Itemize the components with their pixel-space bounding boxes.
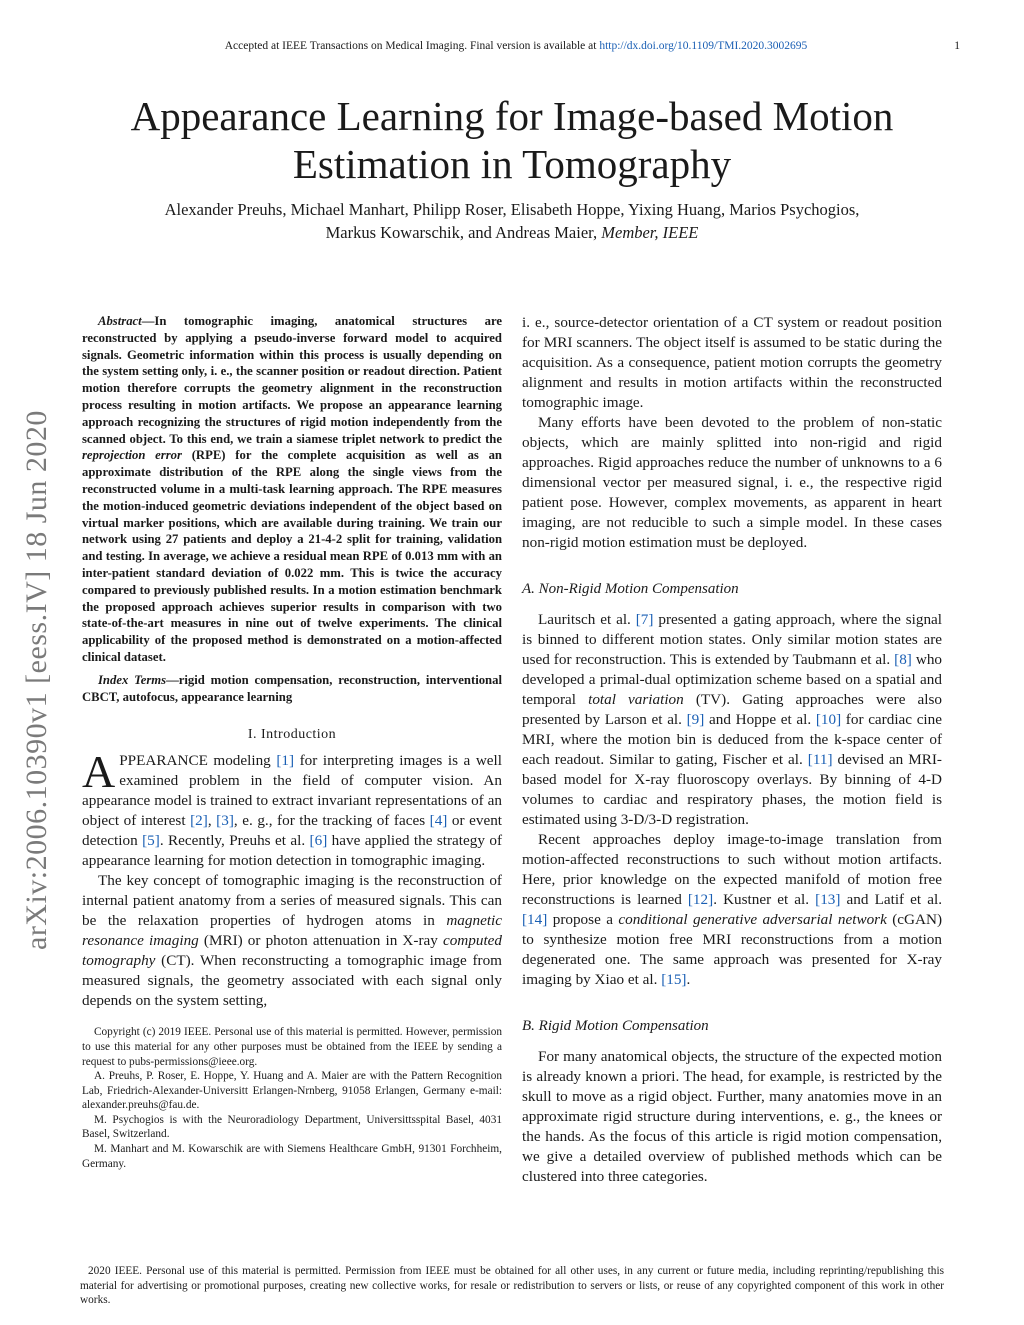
footnote-affiliation-1: A. Preuhs, P. Roser, E. Hoppe, Y. Huang and A. Maier are with the Pattern Recognition Lab, Friedrich-Alexander-Universitt Erlangen-Nrnberg, 91058 Erlangen, Germany e-mail: alexander.preuhs@fau.de. — [82, 1070, 502, 1112]
authors-line-1: Alexander Preuhs, Michael Manhart, Philipp Roser, Elisabeth Hoppe, Yixing Huang, Marios Psychogios, — [164, 200, 860, 219]
footnotes — [82, 1025, 502, 1171]
authors-membership: Member, IEEE — [601, 223, 699, 242]
header-prefix: Accepted at IEEE Transactions on Medical Imaging. Final version is available at — [224, 40, 600, 52]
abstract-text-1: —In tomographic imaging, anatomical structures are reconstructed by applying a pseudo-inverse forward model to acquired signals. Geometric information within this process is usually depending on the system setting only, i. e., the scanner position or readout direction. Patient motion therefore corrupts the geometry alignment in the reconstruction process resulting in motion artifacts. We propose an appearance learning approach recognizing the structures of rigid motion independently from the scanned object. To this end, we train a siamese triplet network to predict the — [82, 314, 502, 446]
citation-link[interactable]: [7] — [635, 611, 654, 628]
footnote-affiliation-3: M. Manhart and M. Kowarschik are with Siemens Healthcare GmbH, 91301 Forchheim, Germany. — [82, 1143, 502, 1170]
citation-link[interactable]: [11] — [807, 751, 833, 768]
right-paragraph-1: i. e., source-detector orientation of a CT system or readout position for MRI scanners. The object itself is assumed to be static during the acquisition. As a consequence, patient motion corrupts the geometry alignment and results in motion artifacts within the reconstructed tomographic image. — [522, 314, 942, 411]
citation-link[interactable]: [4] — [429, 812, 448, 830]
footnote-affiliation-2: M. Psychogios is with the Neuroradiology Department, Universittsspital Basel, 4031 Basel, Switzerland. — [82, 1113, 502, 1141]
paper-title — [60, 92, 964, 188]
citation-link[interactable]: [6] — [309, 832, 328, 850]
footnote-copyright: Copyright (c) 2019 IEEE. Personal use of this material is permitted. However, permission to use this material for any other purposes must be obtained from the IEEE by sending a request to pubs-permissions@ieee.org. — [82, 1026, 502, 1068]
index-terms-text: —rigid motion compensation, reconstruction, interventional CBCT, autofocus, appearance learning — [82, 672, 502, 704]
citation-link[interactable]: [5] — [142, 832, 160, 850]
copyright-notice: 2020 IEEE. Personal use of this material is permitted. Permission from IEEE must be obtained for all other uses, in any current or future media, including reprinting/republishing this material for advertising or promotional purposes, creating new collective works, for resale or redistribution to servers or lists, or reuse of any copyrighted component of this work in other works. — [80, 1265, 944, 1307]
citation-link[interactable]: [8] — [894, 651, 912, 668]
title-line-2: Estimation in Tomography — [292, 141, 732, 187]
nonrigid-paragraph-2: Recent approaches deploy image-to-image translation from motion-affected reconstructions to such without motion artifacts. Here, prior knowledge on the expected manifold of motion free reconstructions is learned [12]. Kustner et al. [13] and Latif et al. [14] propose a conditional generative adversarial network (cGAN) to synthesize motion free MRI reconstructions from a motion degenerated one. The same approach was presented for X-ray imaging by Xiao et al. [15]. — [522, 831, 943, 988]
rigid-paragraph-1: For many anatomical objects, the structure of the expected motion is already known a priori. The head, for example, is restricted by the skull to move as a rigid object. Further, many anatomies move in an approximate rigid structure during interventions, e. g., the knees or the hands. As the focus of this article is rigid motion compensation, we give a detailed overview of published methods which can be clustered into three categories. — [522, 1048, 942, 1185]
subsection-heading-rigid: B. Rigid Motion Compensation — [522, 1018, 709, 1034]
left-column — [82, 313, 502, 1171]
citation-link[interactable]: [14] — [522, 911, 548, 928]
right-paragraph-2: Many efforts have been devoted to the problem of non-static objects, which are mainly splitted into non-rigid and rigid approaches. Rigid approaches reduce the number of unknowns to a 6 dimensional vector per measured signal, i. e., the respective rigid patient pose. However, complex movements, as apparent in heart imaging, are not reducible to such a simple model. In these cases non-rigid motion estimation must be deployed. — [522, 414, 942, 551]
page-number: 1 — [954, 40, 960, 52]
nonrigid-paragraph-1: Lauritsch et al. [7] presented a gating approach, where the signal is binned to different motion states. Only similar motion states are used for reconstruction. This is extended by Taubmann et al. [8] who developed a primal-dual optimization scheme based on a spatial and temporal total variation (TV). Gating approaches were also presented by Larson et al. [9] and Hoppe et al. [10] for cardiac cine MRI, where the motion bin is deduced from the k-space center of each readout. Similar to gating, Fischer et al. [11] devised an MRI-based model for X-ray fluoroscopy overlays. By binning of 4-D volumes to cardiac and respiratory phases, the motion field is estimated using 3-D/3-D registration. — [522, 611, 943, 828]
section-heading-introduction: I. Introduction — [247, 727, 337, 743]
running-header — [80, 40, 960, 52]
doi-link[interactable]: http://dx.doi.org/10.1109/TMI.2020.3002695 — [599, 40, 808, 52]
abstract-emphasis: reprojection error — [82, 448, 182, 463]
intro-paragraph-1: APPEARANCE modeling [1] for interpreting images is a well examined problem in the field of computer vision. An appearance model is trained to extract invariant representations of an object of interest [2], [3], e. g., for the tracking of faces [4] or event detection [5]. Recently, Preuhs et al. [6] have applied the strategy of appearance learning for motion detection in tomographic imaging. — [82, 746, 503, 870]
abstract-text-2: (RPE) for the complete acquisition as well as an approximate distribution of the RPE along the single views from the reconstructed volume in a multi-task learning approach. The RPE measures the motion-induced geometric deviations independent of the object based on virtual marker positions, which are available during training. We train our network using 27 patients and deploy a 21-4-2 split for training, validation and testing. In average, we achieve a residual mean RPE of 0.013 mm with an inter-patient standard deviation of 0.022 mm. This is twice the accuracy compared to previously published results. In a motion estimation benchmark the proposed approach achieves superior results in comparison with two state-of-the-art measures in nine out of twelve experiments. The clinical applicability of the proposed method is demonstrated on a motion-affected clinical dataset. — [82, 448, 502, 664]
subsection-heading-nonrigid: A. Non-Rigid Motion Compensation — [522, 581, 739, 597]
intro-paragraph-2: The key concept of tomographic imaging is the reconstruction of internal patient anatomy from a series of measured signals. This can be the relaxation properties of hydrogen atoms in magnetic resonance imaging (MRI) or photon attenuation in X-ray computed tomography (CT). When reconstructing a tomographic image from measured signals, the geometry associated with each signal only depends on the system setting, — [82, 872, 502, 1010]
drop-cap: A — [82, 746, 116, 798]
citation-link[interactable]: [9] — [686, 711, 705, 728]
author-list — [60, 198, 964, 244]
right-column — [522, 313, 942, 1187]
citation-link[interactable]: [2] — [190, 812, 208, 830]
citation-link[interactable]: [10] — [815, 711, 842, 728]
citation-link[interactable]: [1] — [276, 752, 295, 770]
title-line-1: Appearance Learning for Image-based Motion — [130, 93, 894, 139]
citation-link[interactable]: [13] — [815, 891, 841, 908]
abstract — [82, 313, 502, 666]
citation-link[interactable]: [12] — [687, 891, 714, 908]
index-terms — [82, 672, 502, 706]
abstract-label: Abstract — [98, 314, 142, 328]
citation-link[interactable]: [15] — [661, 971, 687, 988]
arxiv-stamp: arXiv:2006.10390v1 [eess.IV] 18 Jun 2020 — [20, 410, 53, 950]
citation-link[interactable]: [3] — [216, 812, 234, 830]
authors-line-2: Markus Kowarschik, and Andreas Maier, — [325, 223, 602, 242]
index-terms-label: Index Terms — [98, 672, 167, 687]
